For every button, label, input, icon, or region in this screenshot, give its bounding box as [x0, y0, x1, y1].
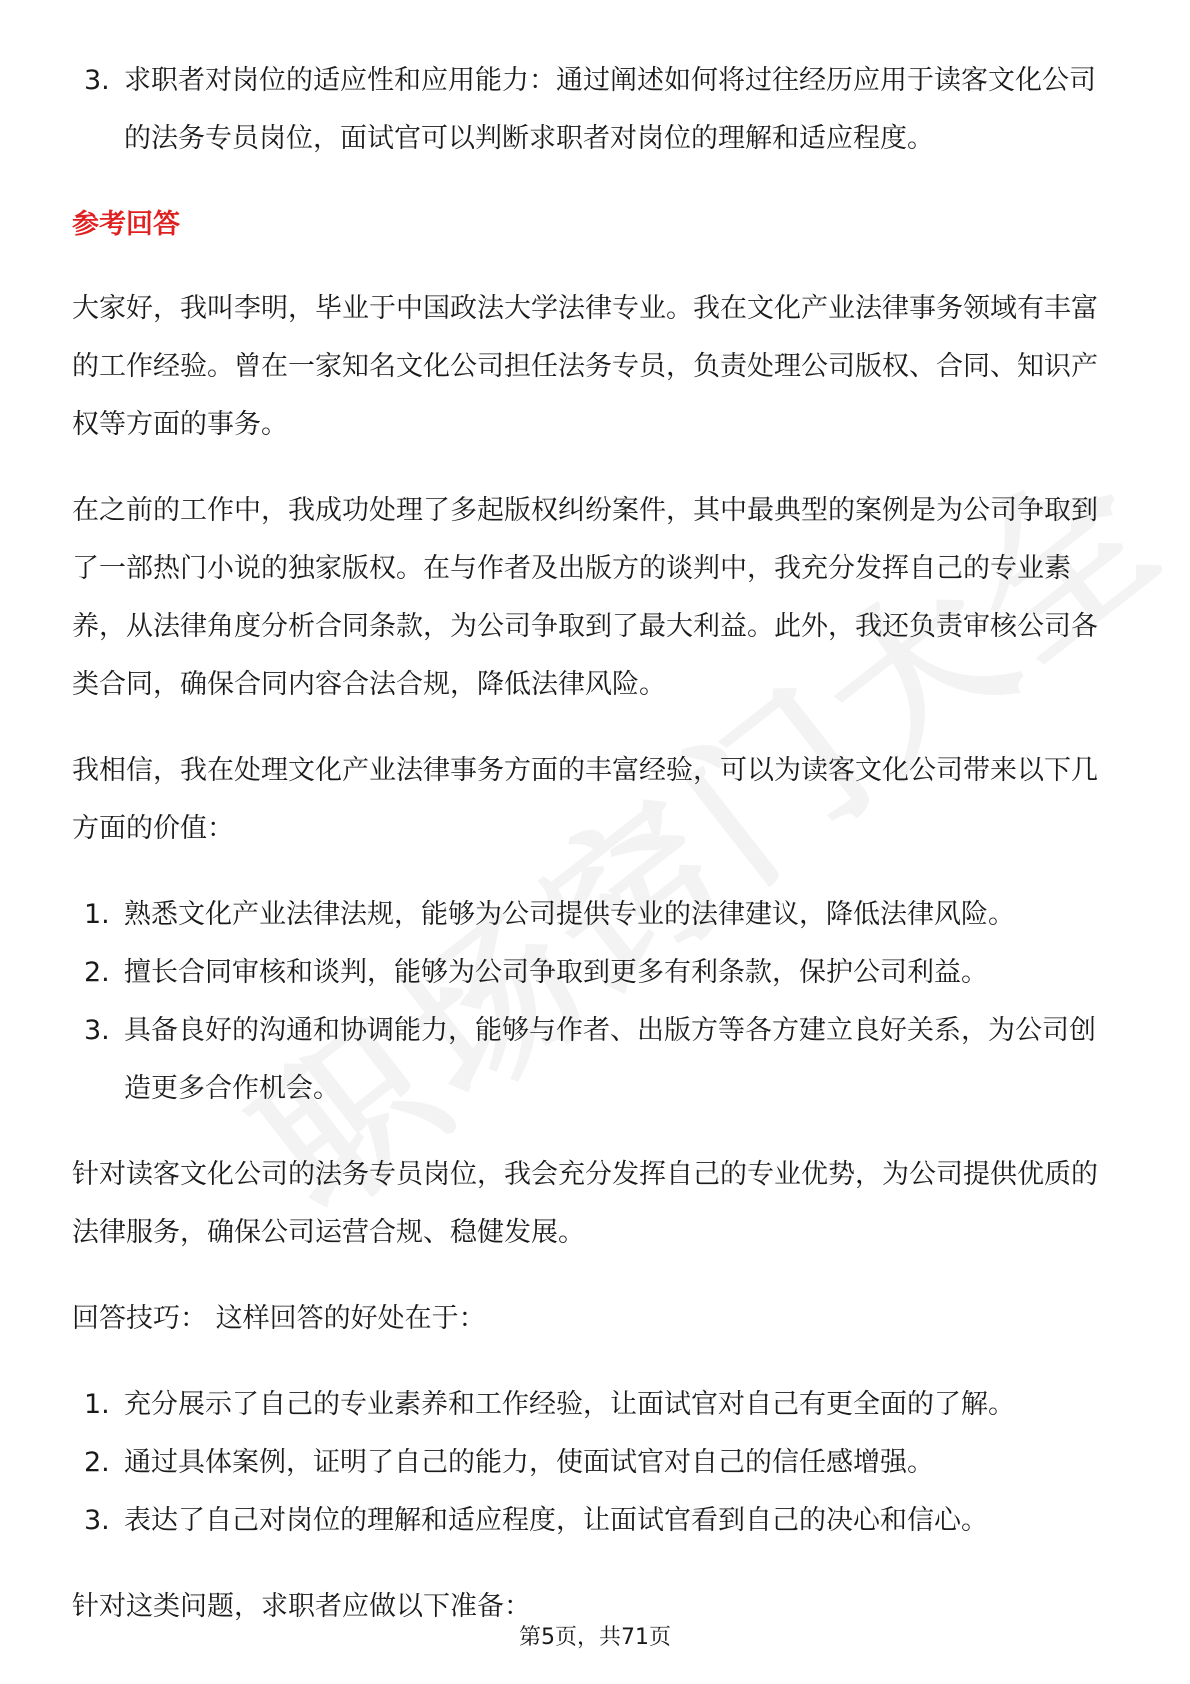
- intro-list: [72, 52, 1118, 168]
- list-number: 3.: [84, 65, 110, 96]
- list-item: [72, 1492, 1118, 1550]
- tips-list: [72, 1376, 1118, 1550]
- closing-paragraph: 针对这类问题，求职者应做以下准备：: [72, 1591, 531, 1622]
- list-item: [72, 1376, 1118, 1434]
- list-number: 1.: [84, 899, 110, 930]
- tips-intro: 回答技巧： 这样回答的好处在于：: [72, 1303, 486, 1334]
- list-number: 2.: [84, 957, 110, 988]
- content-area: [72, 52, 1118, 1664]
- list-number: 1.: [84, 1389, 110, 1420]
- list-text: 具备良好的沟通和协调能力，能够与作者、出版方等各方建立良好关系，为公司创造更多合作机会。: [124, 1015, 1096, 1104]
- list-text: 通过具体案例，证明了自己的能力，使面试官对自己的信任感增强。: [124, 1447, 934, 1478]
- list-number: 3.: [84, 1015, 110, 1046]
- list-text: 求职者对岗位的适应性和应用能力：通过阐述如何将过往经历应用于读客文化公司的法务专员岗位，面试官可以判断求职者对岗位的理解和适应程度。: [124, 65, 1096, 154]
- paragraph-experience: 在之前的工作中，我成功处理了多起版权纠纷案件，其中最典型的案例是为公司争取到了一部热门小说的独家版权。在与作者及出版方的谈判中，我充分发挥自己的专业素养，从法律角度分析合同条款，为公司争取到了最大利益。此外，我还负责审核公司各类合同，确保合同内容合法合规，降低法律风险。: [72, 495, 1098, 700]
- list-text: 充分展示了自己的专业素养和工作经验，让面试官对自己有更全面的了解。: [124, 1389, 1015, 1420]
- paragraph-value-lead: 我相信，我在处理文化产业法律事务方面的丰富经验，可以为读客文化公司带来以下几方面的价值：: [72, 755, 1098, 844]
- list-text: 熟悉文化产业法律法规，能够为公司提供专业的法律建议，降低法律风险。: [124, 899, 1015, 930]
- paragraph-intro: 大家好，我叫李明，毕业于中国政法大学法律专业。我在文化产业法律事务领域有丰富的工作经验。曾在一家知名文化公司担任法务专员，负责处理公司版权、合同、知识产权等方面的事务。: [72, 293, 1098, 440]
- paragraph-commitment: 针对读客文化公司的法务专员岗位，我会充分发挥自己的专业优势，为公司提供优质的法律服务，确保公司运营合规、稳健发展。: [72, 1159, 1098, 1248]
- list-item: [72, 944, 1118, 1002]
- list-item: [72, 52, 1118, 168]
- list-text: 表达了自己对岗位的理解和适应程度，让面试官看到自己的决心和信心。: [124, 1505, 988, 1536]
- section-heading: 参考回答: [72, 209, 180, 240]
- list-item: [72, 1002, 1118, 1118]
- value-list: [72, 886, 1118, 1118]
- list-item: [72, 886, 1118, 944]
- page-footer: 第5页，共71页: [519, 1625, 671, 1650]
- list-number: 2.: [84, 1447, 110, 1478]
- list-text: 擅长合同审核和谈判，能够为公司争取到更多有利条款，保护公司利益。: [124, 957, 988, 988]
- list-number: 3.: [84, 1505, 110, 1536]
- list-item: [72, 1434, 1118, 1492]
